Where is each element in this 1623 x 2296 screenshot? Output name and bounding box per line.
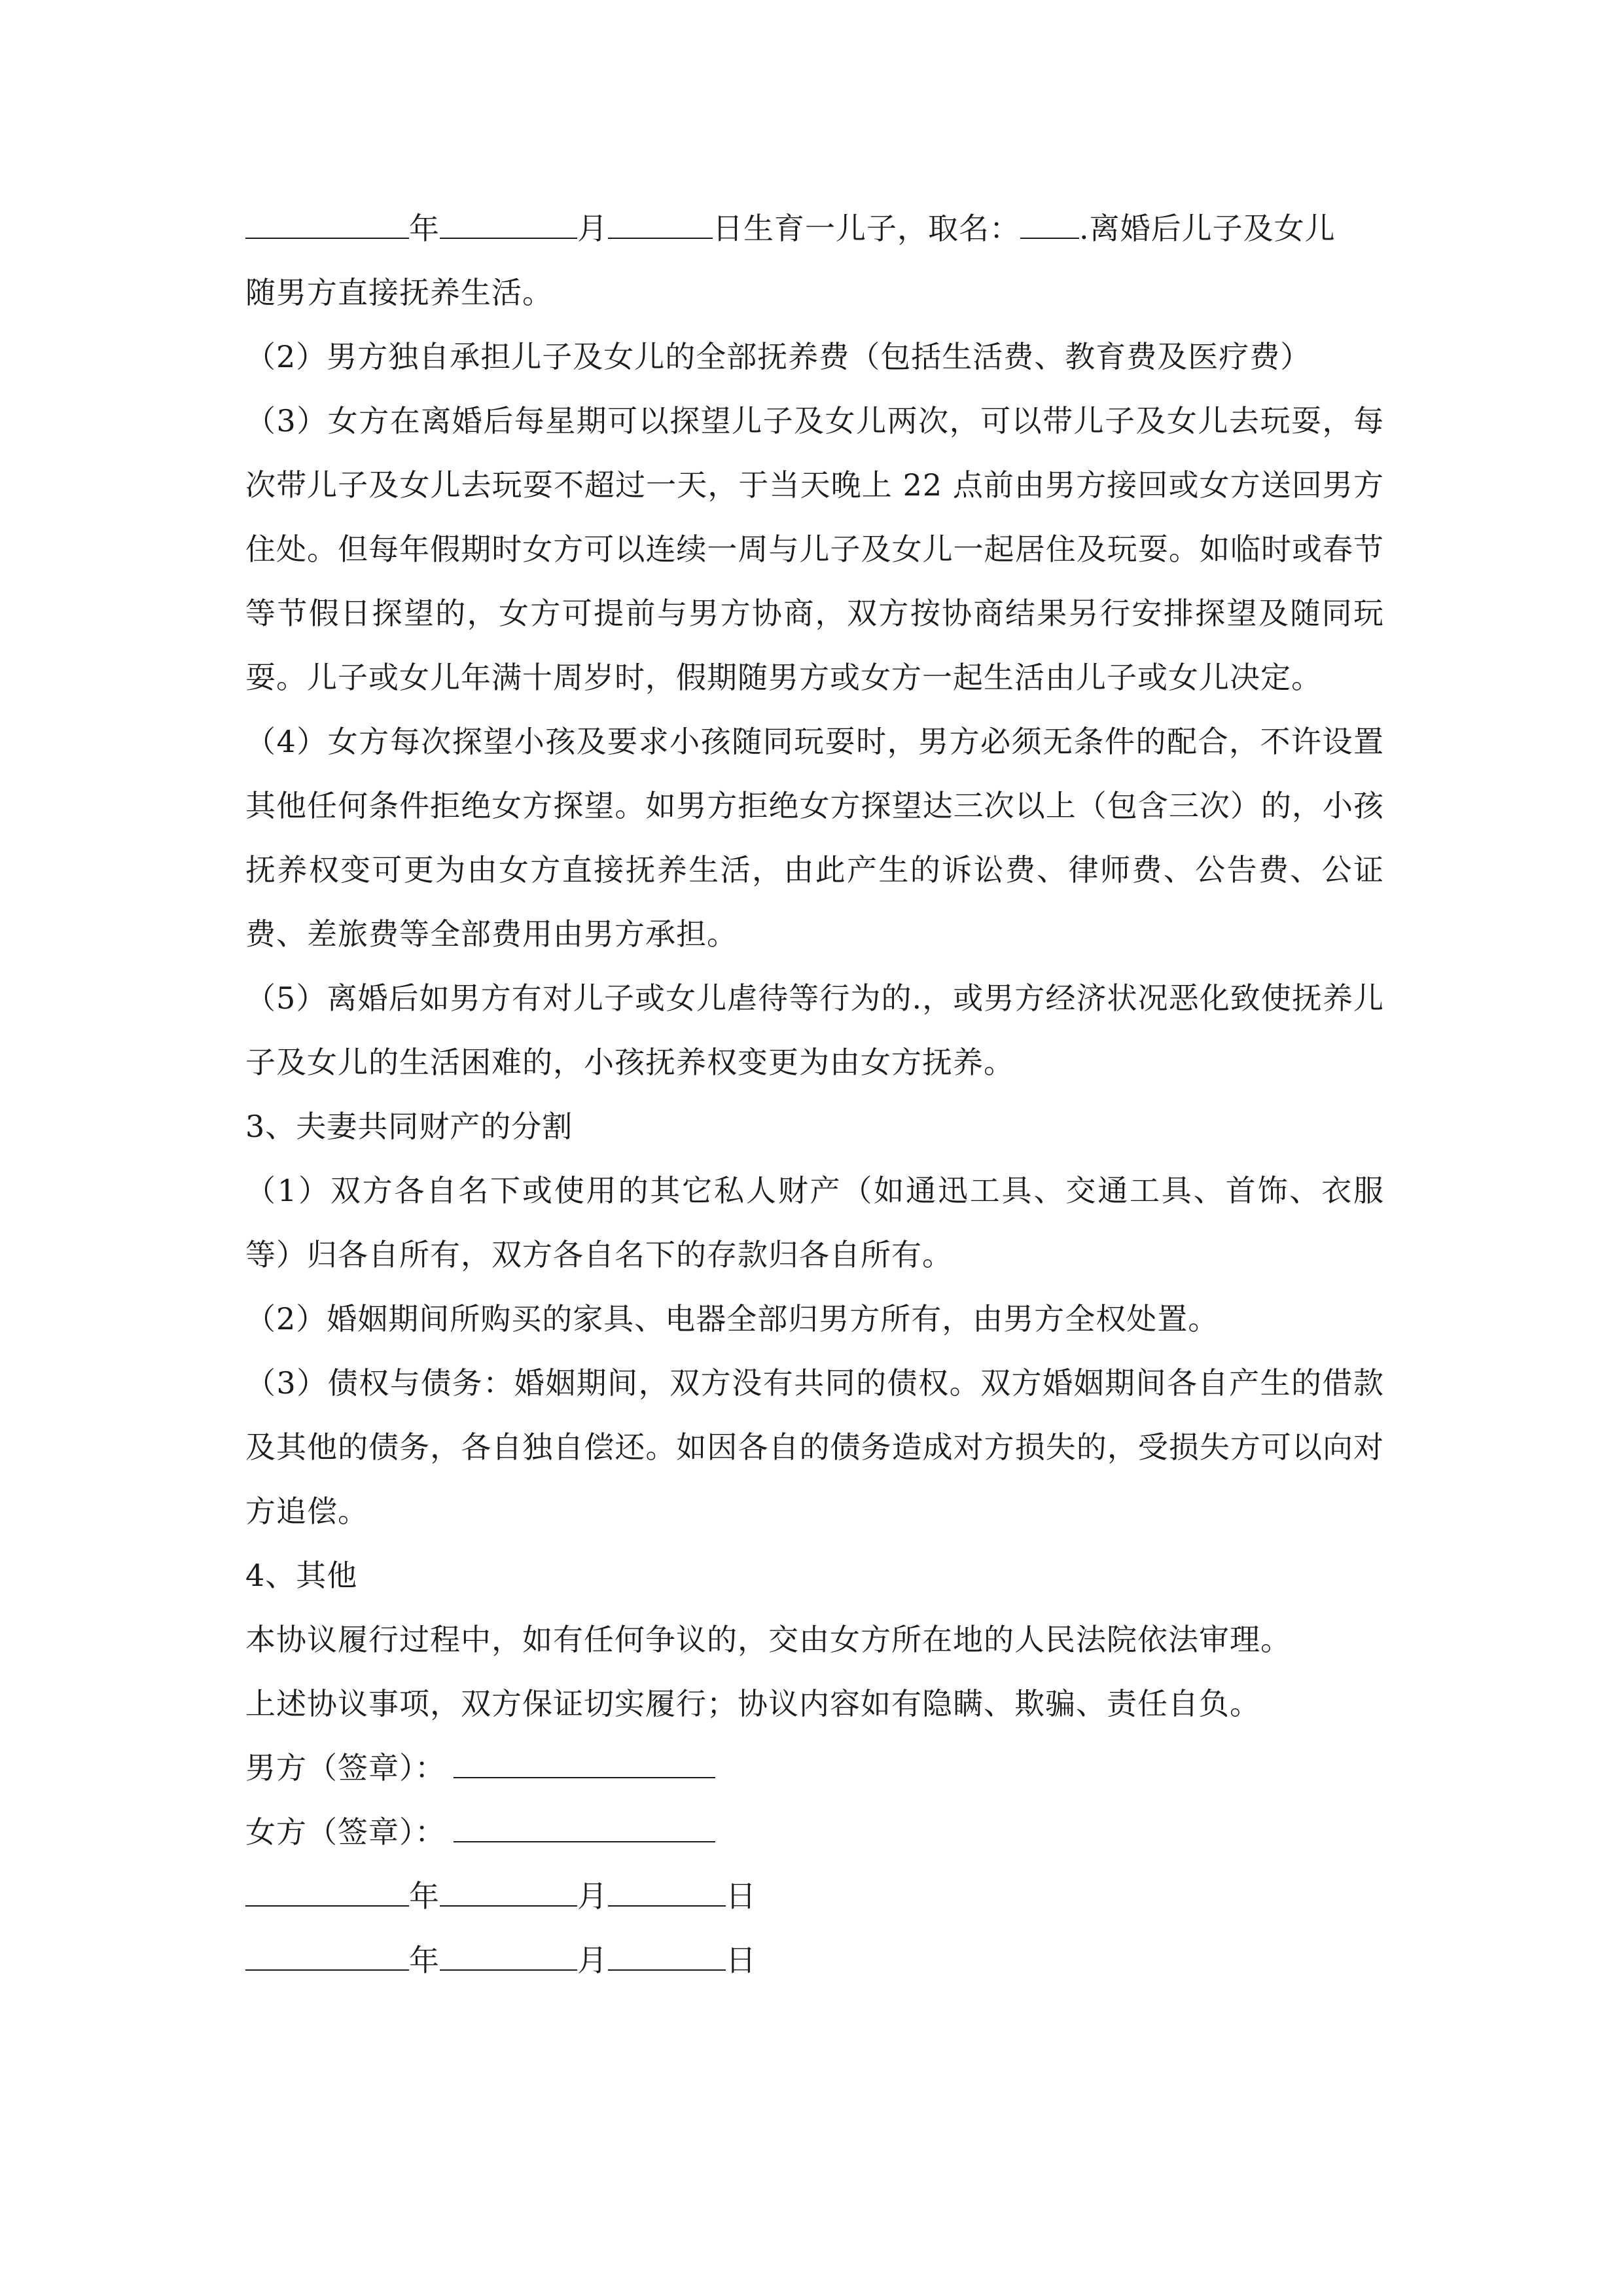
date1-blank-month: [440, 1879, 577, 1907]
month-label: 月: [577, 211, 608, 246]
date2-month-label: 月: [577, 1943, 608, 1978]
date-line-2: [245, 1928, 1384, 1992]
male-signature-field[interactable]: [454, 1751, 715, 1778]
signature-female: [245, 1800, 1384, 1864]
date1-blank-year: [245, 1879, 409, 1907]
blank-name: [1020, 211, 1079, 239]
section-heading-property: 3、夫妻共同财产的分割: [245, 1109, 573, 1144]
paragraph-property-2: （2）婚姻期间所购买的家具、电器全部归男方所有，由男方全权处置。: [245, 1301, 1219, 1336]
date2-blank-year: [245, 1943, 409, 1971]
paragraph-custody: 随男方直接抚养生活。: [245, 275, 553, 310]
paragraph-clause-5: （5）离婚后如男方有对儿子或女儿虐待等行为的.，或男方经济状况恶化致使抚养儿子及女儿的生活困难的，小孩抚养权变更为由女方抚养。: [245, 980, 1384, 1080]
paragraph-property-1: （1）双方各自名下或使用的其它私人财产（如通迅工具、交通工具、首饰、衣服等）归各自所有，双方各自名下的存款归各自所有。: [245, 1173, 1384, 1272]
date1-month-label: 月: [577, 1878, 608, 1914]
date2-blank-day: [608, 1943, 726, 1971]
paragraph-property-3: （3）债权与债务：婚姻期间，双方没有共同的债权。双方婚姻期间各自产生的借款及其他的债务，各自独自偿还。如因各自的债务造成对方损失的，受损失方可以向对方追偿。: [245, 1365, 1384, 1529]
date-line-1: [245, 1864, 1384, 1928]
section-heading-other: 4、其他: [245, 1558, 358, 1593]
date1-year-label: 年: [409, 1878, 440, 1914]
paragraph-guarantee: 上述协议事项，双方保证切实履行；协议内容如有隐瞒、欺骗、责任自负。: [245, 1686, 1260, 1721]
date1-blank-day: [608, 1879, 726, 1907]
blank-month: [440, 211, 577, 239]
paragraph-dispute: 本协议履行过程中，如有任何争议的，交由女方所在地的人民法院依法审理。: [245, 1622, 1291, 1657]
paragraph-clause-4: （4）女方每次探望小孩及要求小孩随同玩耍时，男方必须无条件的配合，不许设置其他任何条件拒绝女方探望。如男方拒绝女方探望达三次以上（包含三次）的，小孩抚养权变可更为由女方直接抚养生活，由此产生的诉讼费、律师费、公告费、公证费、差旅费等全部费用由男方承担。: [245, 724, 1384, 952]
paragraph-clause-2: （2）男方独自承担儿子及女儿的全部抚养费（包括生活费、教育费及医疗费）: [245, 339, 1311, 374]
document-body: [245, 196, 1384, 1992]
year-label: 年: [409, 211, 440, 246]
birth-line: [245, 196, 1384, 260]
blank-year: [245, 211, 409, 239]
paragraph-clause-3: （3）女方在离婚后每星期可以探望儿子及女儿两次，可以带儿子及女儿去玩耍，每次带儿子及女儿去玩耍不超过一天，于当天晚上 22 点前由男方接回或女方送回男方住处。但每年假期时女方可以连续一周与儿子及女儿一起居住及玩耍。如临时或春节等节假日探望的，女方可提前与男方协商，双方按协商结果另行安排探望及随同玩耍。儿子或女儿年满十周岁时，假期随男方或女方一起生活由儿子或女儿决定。: [245, 403, 1384, 695]
after-name-text: .离婚后儿子及女儿: [1079, 211, 1336, 246]
female-signature-label: 女方（签章）：: [245, 1814, 446, 1850]
signature-male: [245, 1736, 1384, 1800]
female-signature-field[interactable]: [454, 1815, 715, 1842]
blank-day: [608, 211, 713, 239]
date1-day-label: 日: [726, 1878, 757, 1914]
date2-day-label: 日: [726, 1943, 757, 1978]
male-signature-label: 男方（签章）：: [245, 1750, 446, 1785]
date2-year-label: 年: [409, 1943, 440, 1978]
birth-day-text: 日生育一儿子，取名：: [713, 211, 1020, 246]
date2-blank-month: [440, 1943, 577, 1971]
